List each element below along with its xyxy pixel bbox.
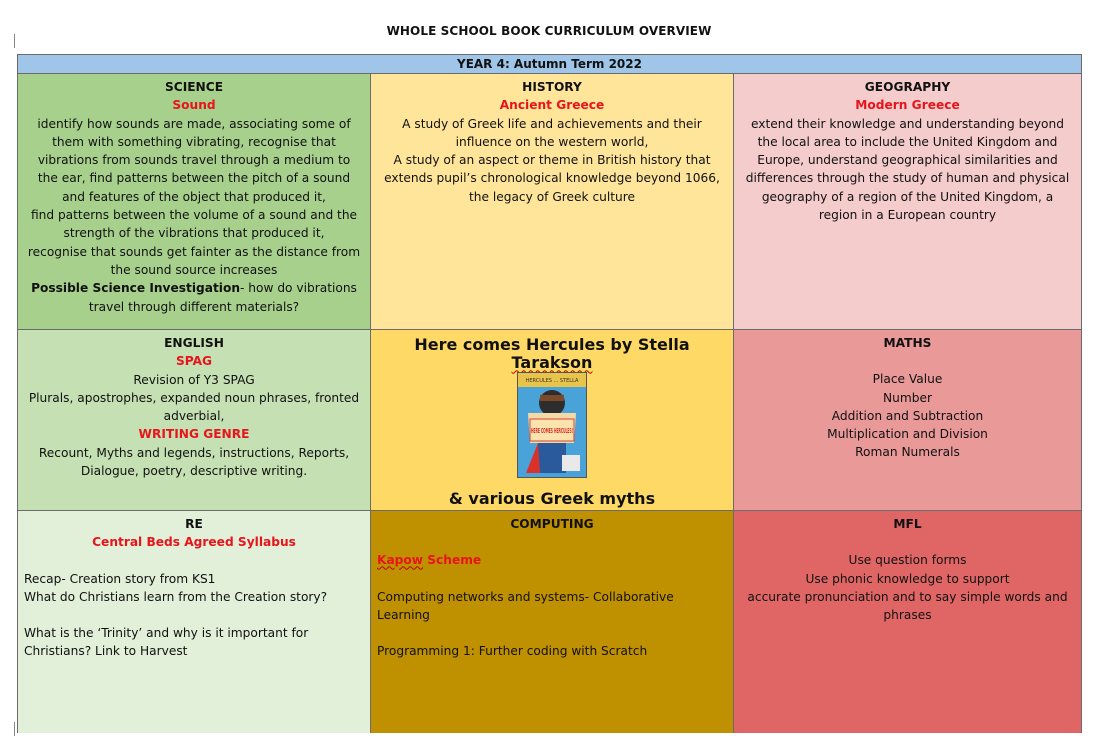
computing-scheme — [377, 551, 727, 569]
geography-line: Europe, understand geographical similarities and — [757, 153, 1058, 168]
science-line: recognise that sounds get fainter as the distance from — [27, 244, 361, 259]
science-line: them with something vibrating, recognise that — [52, 134, 336, 149]
spacer — [24, 606, 364, 624]
science-line: the ear, find patterns between the pitch of a sound — [37, 171, 351, 186]
mfl-cell — [734, 511, 1081, 733]
english-line: Recount, Myths and legends, instructions, Reports, — [38, 445, 350, 460]
book-author-lastname: Tarakson — [511, 353, 593, 373]
computing-cell — [371, 511, 734, 733]
table-row — [18, 330, 1081, 511]
science-cell — [18, 74, 371, 329]
science-line: find patterns between the volume of a sound and the — [30, 208, 358, 223]
maths-line: Roman Numerals — [855, 445, 960, 460]
computing-line: Learning — [377, 607, 430, 622]
re-line: What is the ‘Trinity’ and why is it important for — [24, 626, 309, 641]
geography-cell — [734, 74, 1081, 329]
history-line: A study of an aspect or theme in British history that — [393, 153, 711, 168]
english-topic-writing-genre: WRITING GENRE — [138, 427, 250, 442]
science-line: and features of the object that produced it, — [62, 189, 326, 204]
curriculum-table — [17, 54, 1082, 733]
science-line: strength of the vibrations that produced it, — [63, 226, 325, 241]
re-line: Christians? Link to Harvest — [24, 644, 188, 659]
geography-line: the local area to include the United Kingdom and — [757, 134, 1058, 149]
book-title-text: Here comes Hercules by Stella — [414, 335, 690, 354]
english-line: Plurals, apostrophes, expanded noun phrases, fronted — [28, 390, 360, 405]
maths-line: Place Value — [872, 372, 943, 387]
re-line: Recap- Creation story from KS1 — [24, 571, 216, 586]
kapow-word: Kapow — [377, 553, 424, 568]
mfl-line: phrases — [883, 608, 932, 623]
english-topic-spag: SPAG — [175, 354, 213, 369]
history-line: extends pupil’s chronological knowledge beyond 1066, — [384, 171, 720, 186]
book-footer: & various Greek myths — [448, 488, 656, 508]
spacer — [740, 352, 1075, 370]
geography-topic: Modern Greece — [855, 98, 960, 113]
geography-line: differences through the study of human and physical — [745, 171, 1070, 186]
mfl-line: accurate pronunciation and to say simple words and — [747, 589, 1068, 604]
english-line: Dialogue, poetry, descriptive writing. — [80, 464, 308, 479]
history-cell — [371, 74, 734, 329]
geography-line: geography of a region of the United Kingdom, a — [761, 189, 1054, 204]
book-title — [377, 336, 727, 373]
english-cell — [18, 330, 371, 510]
maths-line: Number — [883, 390, 932, 405]
maths-cell — [734, 330, 1081, 510]
table-row — [18, 511, 1081, 733]
geography-heading: GEOGRAPHY — [864, 80, 951, 94]
spacer — [377, 624, 727, 642]
investigation-label: Possible Science Investigation — [31, 281, 241, 296]
book-cell — [371, 330, 734, 510]
term-header: YEAR 4: Autumn Term 2022 — [18, 55, 1081, 74]
english-line: adverbial, — [163, 409, 225, 424]
science-heading: SCIENCE — [164, 80, 224, 94]
geography-line: region in a European country — [818, 208, 997, 223]
computing-line: Programming 1: Further coding with Scratch — [377, 644, 648, 659]
table-row — [18, 74, 1081, 330]
spacer — [377, 533, 727, 551]
science-line: identify how sounds are made, associating some of — [37, 116, 351, 131]
maths-line: Multiplication and Division — [827, 427, 988, 442]
maths-heading: MATHS — [883, 336, 932, 350]
scheme-word: Scheme — [423, 553, 482, 568]
history-heading: HISTORY — [522, 80, 582, 94]
geography-line: extend their knowledge and understanding beyond — [751, 116, 1064, 131]
spacer — [377, 570, 727, 588]
computing-heading: COMPUTING — [510, 517, 594, 531]
mfl-heading: MFL — [893, 517, 922, 531]
science-line: travel through different materials? — [88, 299, 300, 314]
book-cover-title: HERE COMES HERCULES! — [531, 427, 573, 435]
re-heading: RE — [185, 517, 203, 531]
text-cursor-mark — [14, 722, 15, 736]
history-line: the legacy of Greek culture — [468, 189, 636, 204]
re-line: What do Christians learn from the Creation story? — [24, 589, 328, 604]
spacer — [740, 533, 1075, 551]
history-line: influence on the western world, — [455, 134, 649, 149]
history-line: A study of Greek life and achievements and their — [402, 116, 702, 131]
re-topic: Central Beds Agreed Syllabus — [92, 535, 296, 550]
science-line: vibrations from sounds travel through a medium to — [37, 153, 351, 168]
book-cover-image — [517, 372, 587, 478]
re-cell — [18, 511, 371, 733]
english-heading: ENGLISH — [164, 336, 224, 350]
science-topic: Sound — [172, 98, 216, 113]
science-investigation — [24, 279, 364, 297]
mfl-line: Use question forms — [848, 553, 967, 568]
book-cover-top-text: HERCULES ... STELLA — [525, 378, 579, 384]
english-line: Revision of Y3 SPAG — [133, 372, 255, 387]
computing-line: Computing networks and systems- Collaborative — [377, 589, 674, 604]
history-topic: Ancient Greece — [499, 98, 605, 113]
page-title: WHOLE SCHOOL BOOK CURRICULUM OVERVIEW — [386, 24, 712, 38]
science-line: the sound source increases — [110, 262, 278, 277]
investigation-text: - how do vibrations — [240, 281, 357, 296]
spacer — [24, 552, 364, 570]
mfl-line: Use phonic knowledge to support — [805, 571, 1010, 586]
maths-line: Addition and Subtraction — [831, 408, 984, 423]
